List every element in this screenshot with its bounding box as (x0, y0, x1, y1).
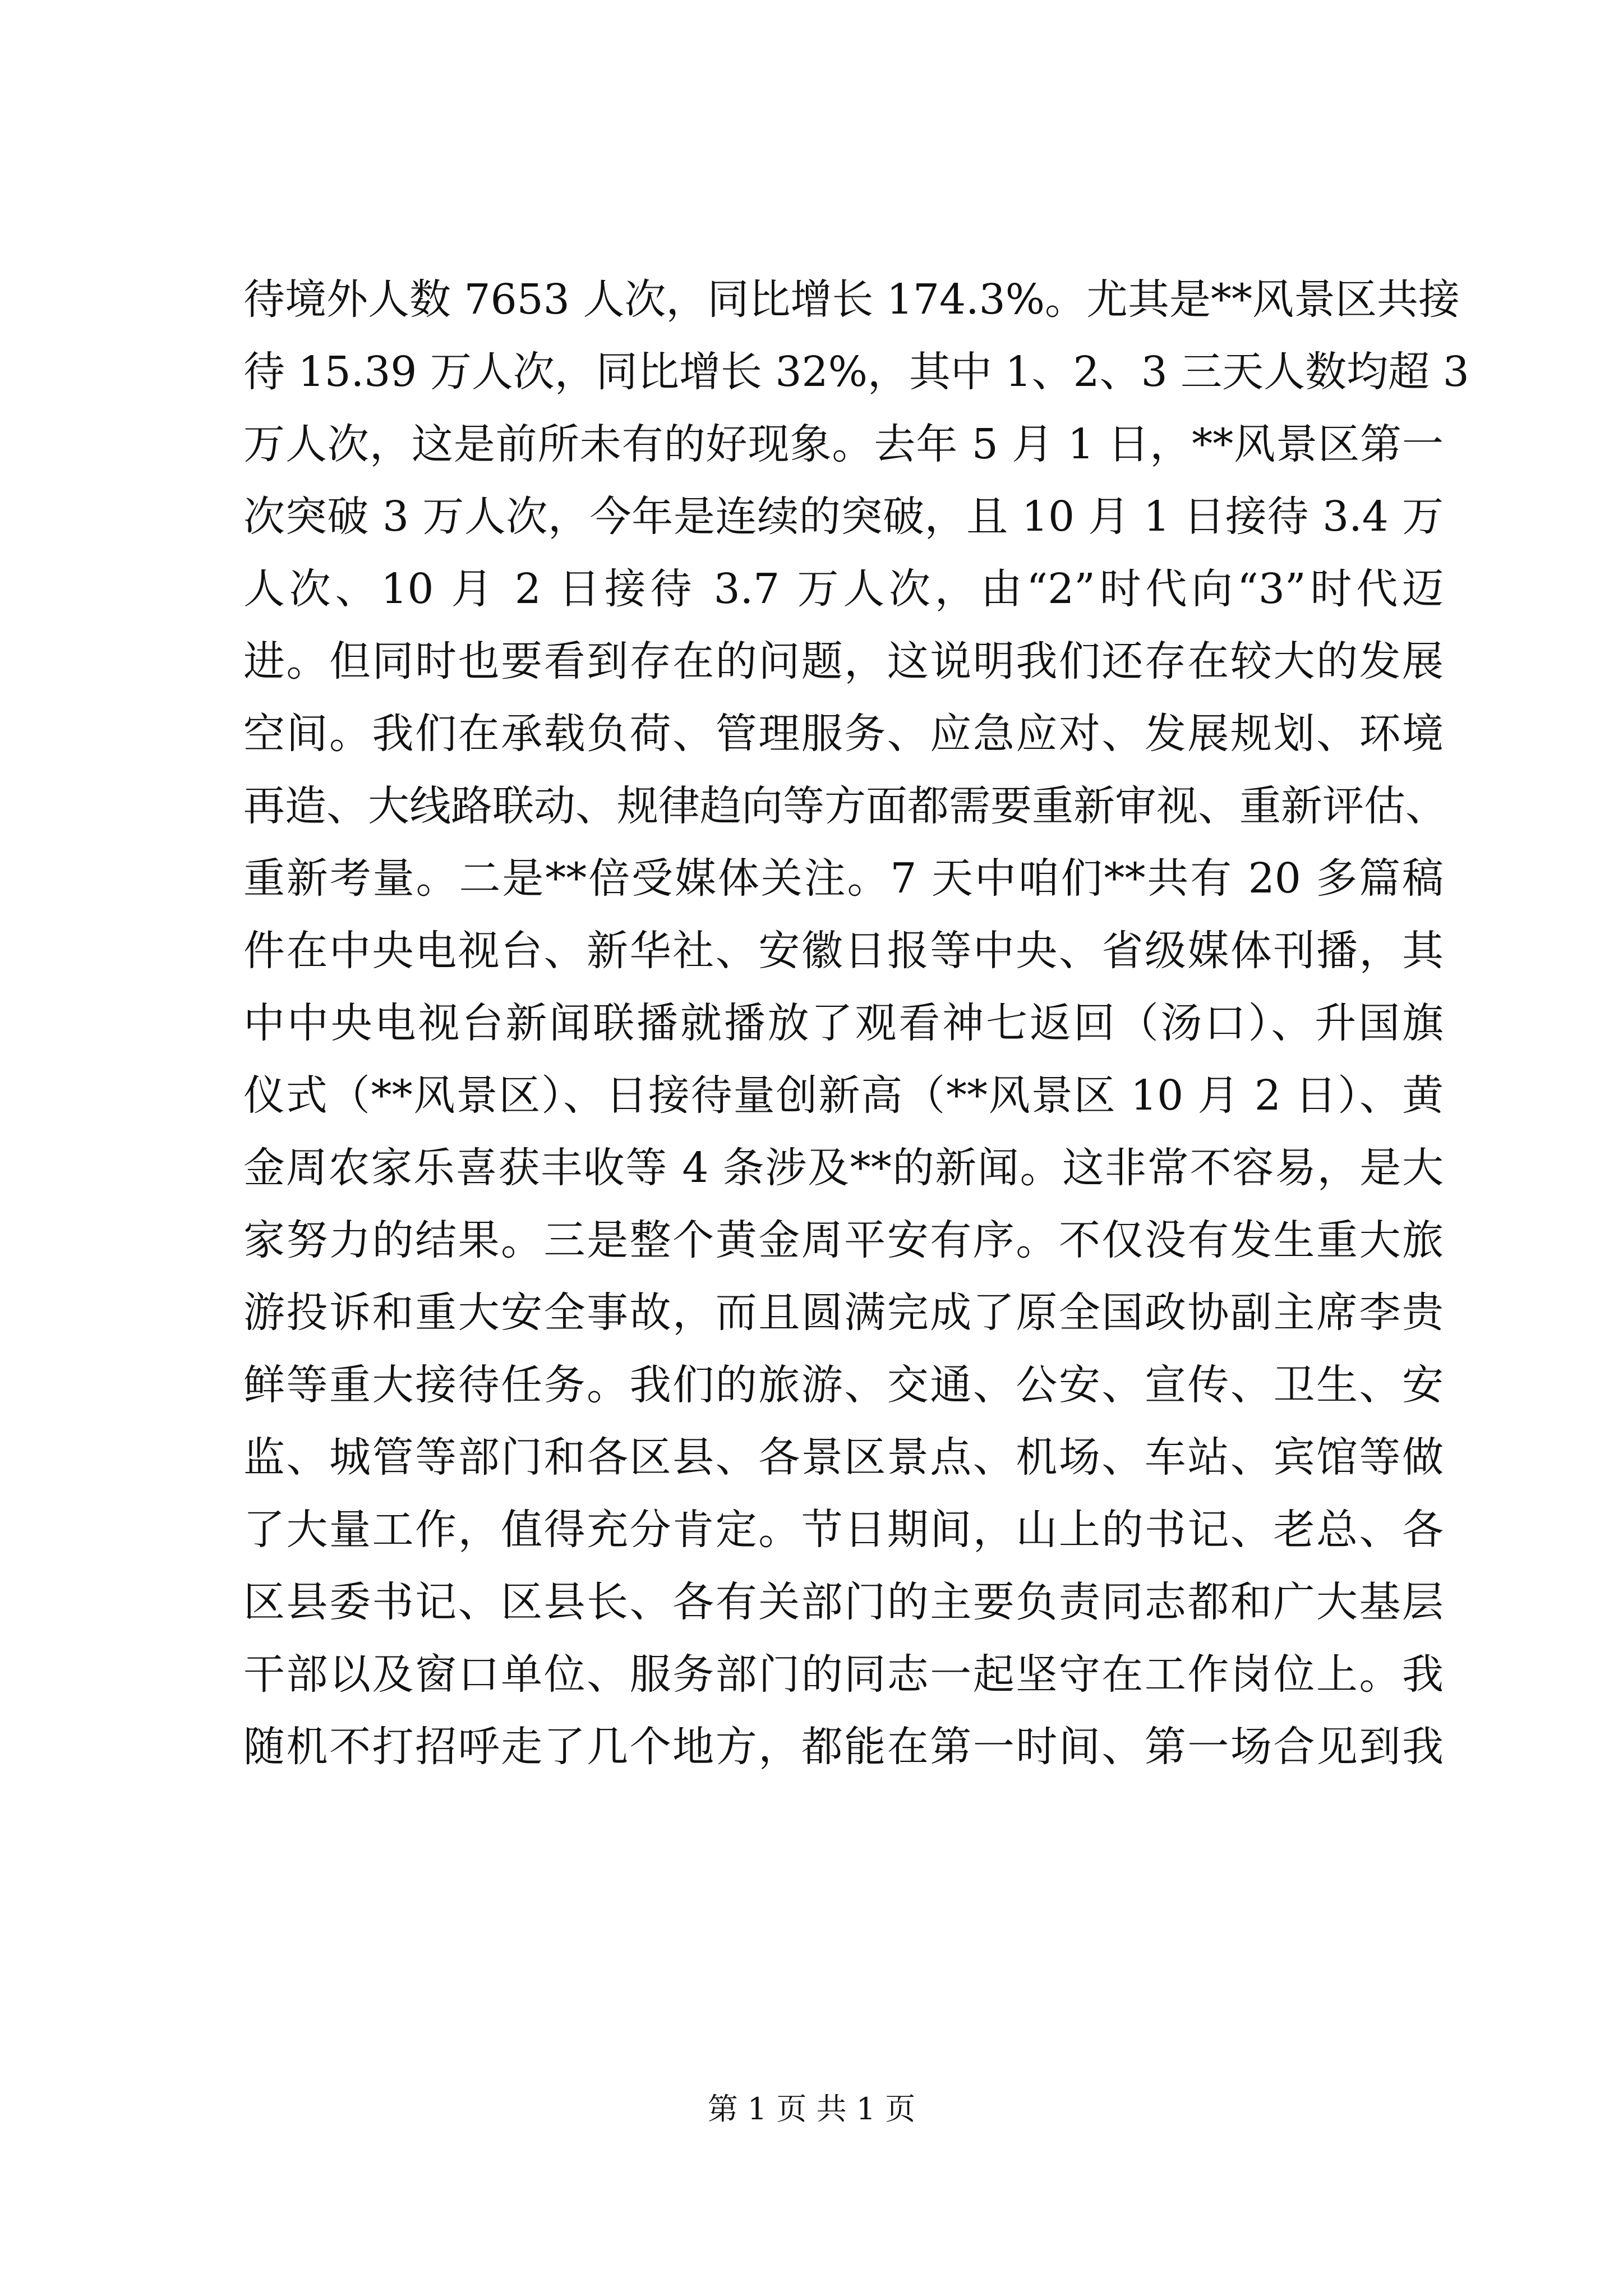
text-line: 重新考量。二是**倍受媒体关注。7 天中咱们**共有 20 多篇稿 (243, 854, 1444, 903)
text-line: 人次、10 月 2 日接待 3.7 万人次，由“2”时代向“3”时代迈 (243, 565, 1444, 613)
text-line: 空间。我们在承载负荷、管理服务、应急应对、发展规划、环境 (243, 710, 1444, 758)
text-line: 干部以及窗口单位、服务部门的同志一起坚守在工作岗位上。我 (243, 1650, 1444, 1699)
text-line: 再造、大线路联动、规律趋向等方面都需要重新审视、重新评估、 (243, 782, 1447, 830)
page-footer (0, 2087, 1623, 2132)
text-line: 件在中央电视台、新华社、安徽日报等中央、省级媒体刊播，其 (243, 927, 1444, 975)
text-line: 随机不打招呼走了几个地方，都能在第一时间、第一场合见到我 (243, 1723, 1444, 1771)
text-line: 家努力的结果。三是整个黄金周平安有序。不仅没有发生重大旅 (243, 1216, 1444, 1264)
text-line: 了大量工作，值得充分肯定。节日期间，山上的书记、老总、各 (243, 1506, 1444, 1554)
text-line: 游投诉和重大安全事故，而且圆满完成了原全国政协副主席李贵 (243, 1289, 1444, 1337)
text-line: 待境外人数 7653 人次，同比增长 174.3%。尤其是**风景区共接 (243, 275, 1460, 324)
text-line: 待 15.39 万人次，同比增长 32%，其中 1、2、3 三天人数均超 3 (243, 348, 1469, 396)
text-line: 进。但同时也要看到存在的问题，这说明我们还存在较大的发展 (243, 637, 1444, 685)
text-line: 金周农家乐喜获丰收等 4 条涉及**的新闻。这非常不容易，是大 (243, 1144, 1444, 1192)
text-line: 次突破 3 万人次，今年是连续的突破，且 10 月 1 日接待 3.4 万 (243, 493, 1444, 541)
text-line: 鲜等重大接待任务。我们的旅游、交通、公安、宣传、卫生、安 (243, 1361, 1444, 1409)
body-text (243, 264, 1469, 1783)
text-line: 仪式（**风景区）、日接待量创新高（**风景区 10 月 2 日）、黄 (243, 1071, 1444, 1120)
text-line: 监、城管等部门和各区县、各景区景点、机场、车站、宾馆等做 (243, 1433, 1444, 1481)
page-number: 第 1 页 共 1 页 (707, 2091, 916, 2127)
text-line: 中中央电视台新闻联播就播放了观看神七返回（汤口）、升国旗 (243, 999, 1444, 1047)
text-line: 区县委书记、区县长、各有关部门的主要负责同志都和广大基层 (243, 1578, 1444, 1626)
text-line: 万人次，这是前所未有的好现象。去年 5 月 1 日，**风景区第一 (243, 420, 1444, 468)
